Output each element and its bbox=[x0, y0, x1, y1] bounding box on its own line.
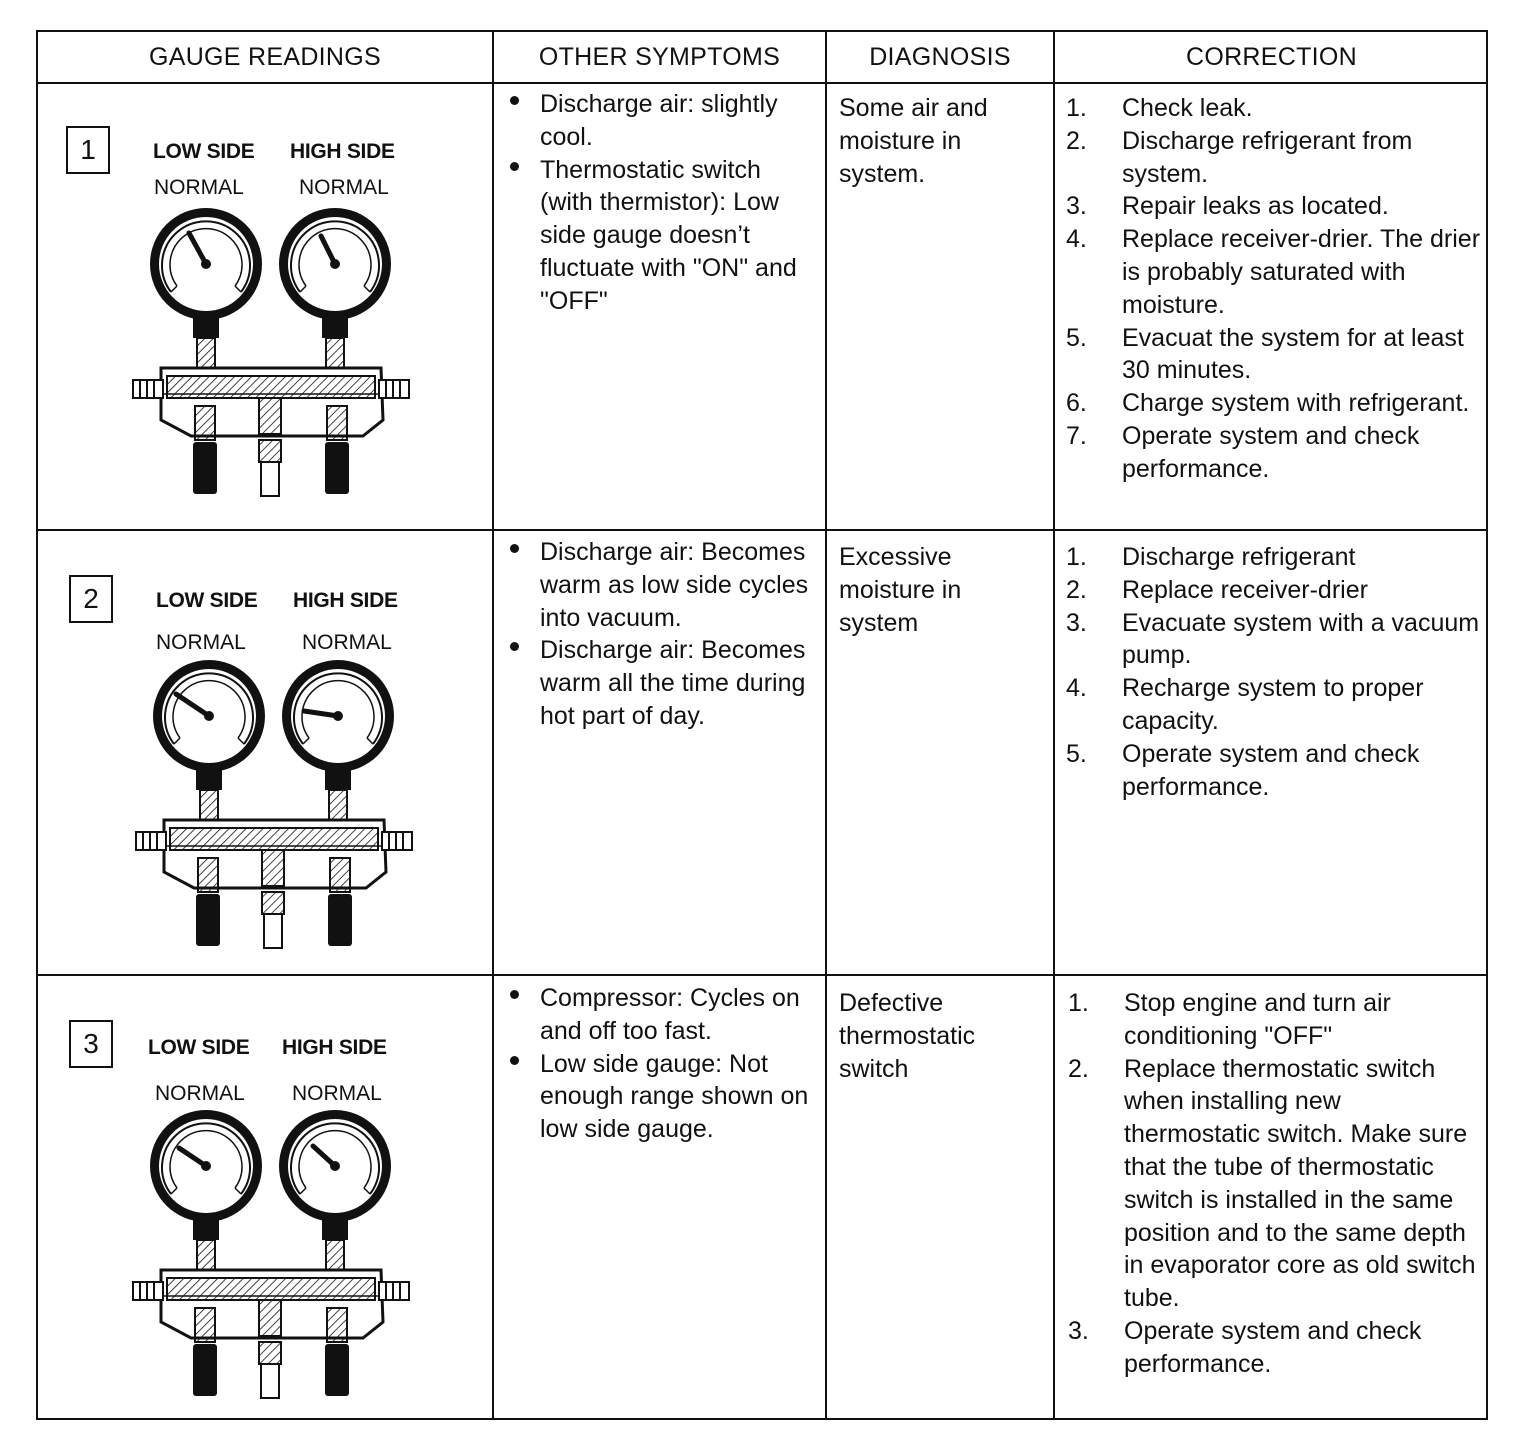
correction-step: 2. Replace thermostatic switch when installing new thermostatic switch. Make sure that the tube of thermostatic switch is installed in the same position and to the same depth in evaporator core as old switch tube. bbox=[1068, 1054, 1476, 1313]
low-side-label: LOW SIDE bbox=[156, 589, 258, 612]
symptom-item: Compressor: Cycles on and off too fast. bbox=[506, 982, 818, 1048]
low-side-reading: NORMAL bbox=[154, 176, 244, 199]
column-divider bbox=[492, 32, 494, 1418]
correction-cell bbox=[1066, 92, 1481, 486]
row-number-box: 3 bbox=[69, 1020, 113, 1068]
diagnosis-cell: Some air and moisture in system. bbox=[839, 94, 988, 188]
low-side-reading: NORMAL bbox=[156, 631, 246, 654]
symptom-item: Discharge air: Becomes warm all the time during hot part of day. bbox=[506, 634, 818, 732]
manifold-gauge-set-illustration bbox=[131, 208, 421, 498]
header-diagnosis: DIAGNOSIS bbox=[869, 42, 1011, 71]
row-divider bbox=[38, 529, 1486, 531]
symptom-item: Low side gauge: Not enough range shown on low side gauge. bbox=[506, 1048, 818, 1146]
column-divider bbox=[825, 32, 827, 1418]
manifold-gauge-set-illustration bbox=[134, 660, 424, 950]
correction-step: 2. Replace receiver-drier bbox=[1066, 575, 1368, 604]
low-side-label: LOW SIDE bbox=[148, 1036, 250, 1059]
low-side-reading: NORMAL bbox=[155, 1082, 245, 1105]
correction-step: 3. Repair leaks as located. bbox=[1066, 192, 1389, 221]
correction-cell bbox=[1066, 541, 1481, 803]
symptoms-cell bbox=[506, 88, 818, 318]
correction-step: 5. Operate system and check performance. bbox=[1066, 739, 1420, 801]
correction-step: 4. Replace receiver-drier. The drier is probably saturated with moisture. bbox=[1066, 225, 1481, 319]
row-number-box: 1 bbox=[66, 126, 110, 174]
diagnosis-table bbox=[36, 30, 1488, 1420]
correction-step: 5. Evacuat the system for at least 30 minutes. bbox=[1066, 323, 1464, 385]
row-divider bbox=[38, 974, 1486, 976]
correction-step: 3. Evacuate system with a vacuum pump. bbox=[1066, 608, 1480, 670]
diagnosis-cell: Defective thermostatic switch bbox=[839, 989, 976, 1083]
correction-cell bbox=[1068, 987, 1483, 1381]
high-side-reading: NORMAL bbox=[292, 1082, 382, 1105]
header-gauge-readings: GAUGE READINGS bbox=[148, 42, 382, 71]
high-side-reading: NORMAL bbox=[299, 176, 389, 199]
diagnosis-cell: Excessive moisture in system bbox=[839, 543, 962, 637]
high-side-label: HIGH SIDE bbox=[290, 140, 395, 163]
correction-step: 4. Recharge system to proper capacity. bbox=[1066, 674, 1424, 735]
correction-step: 3. Operate system and check performance. bbox=[1068, 1316, 1422, 1378]
correction-step: 1. Check leak. bbox=[1066, 94, 1253, 122]
symptoms-cell bbox=[506, 536, 818, 733]
header-other-symptoms: OTHER SYMPTOMS bbox=[538, 42, 781, 71]
row-divider bbox=[38, 82, 1486, 84]
column-divider bbox=[1053, 32, 1055, 1418]
high-side-reading: NORMAL bbox=[302, 631, 392, 654]
correction-step: 2. Discharge refrigerant from system. bbox=[1066, 126, 1413, 188]
correction-step: 1. Discharge refrigerant bbox=[1066, 543, 1356, 571]
high-side-label: HIGH SIDE bbox=[293, 589, 398, 612]
low-side-label: LOW SIDE bbox=[153, 140, 255, 163]
correction-step: 6. Charge system with refrigerant. bbox=[1066, 389, 1470, 418]
symptom-item: Thermostatic switch (with thermistor): Low side gauge doesn’t fluctuate with "ON" and "OFF" bbox=[506, 154, 818, 318]
manifold-gauge-set-illustration bbox=[131, 1110, 421, 1400]
correction-step: 7. Operate system and check performance. bbox=[1066, 421, 1420, 483]
correction-step: 1. Stop engine and turn air conditioning "OFF" bbox=[1068, 989, 1391, 1050]
high-side-label: HIGH SIDE bbox=[282, 1036, 387, 1059]
symptoms-cell bbox=[506, 982, 818, 1146]
symptom-item: Discharge air: Becomes warm as low side cycles into vacuum. bbox=[506, 536, 818, 634]
symptom-item: Discharge air: slightly cool. bbox=[506, 88, 818, 154]
row-number-box: 2 bbox=[69, 575, 113, 623]
header-correction: CORRECTION bbox=[1185, 42, 1358, 71]
